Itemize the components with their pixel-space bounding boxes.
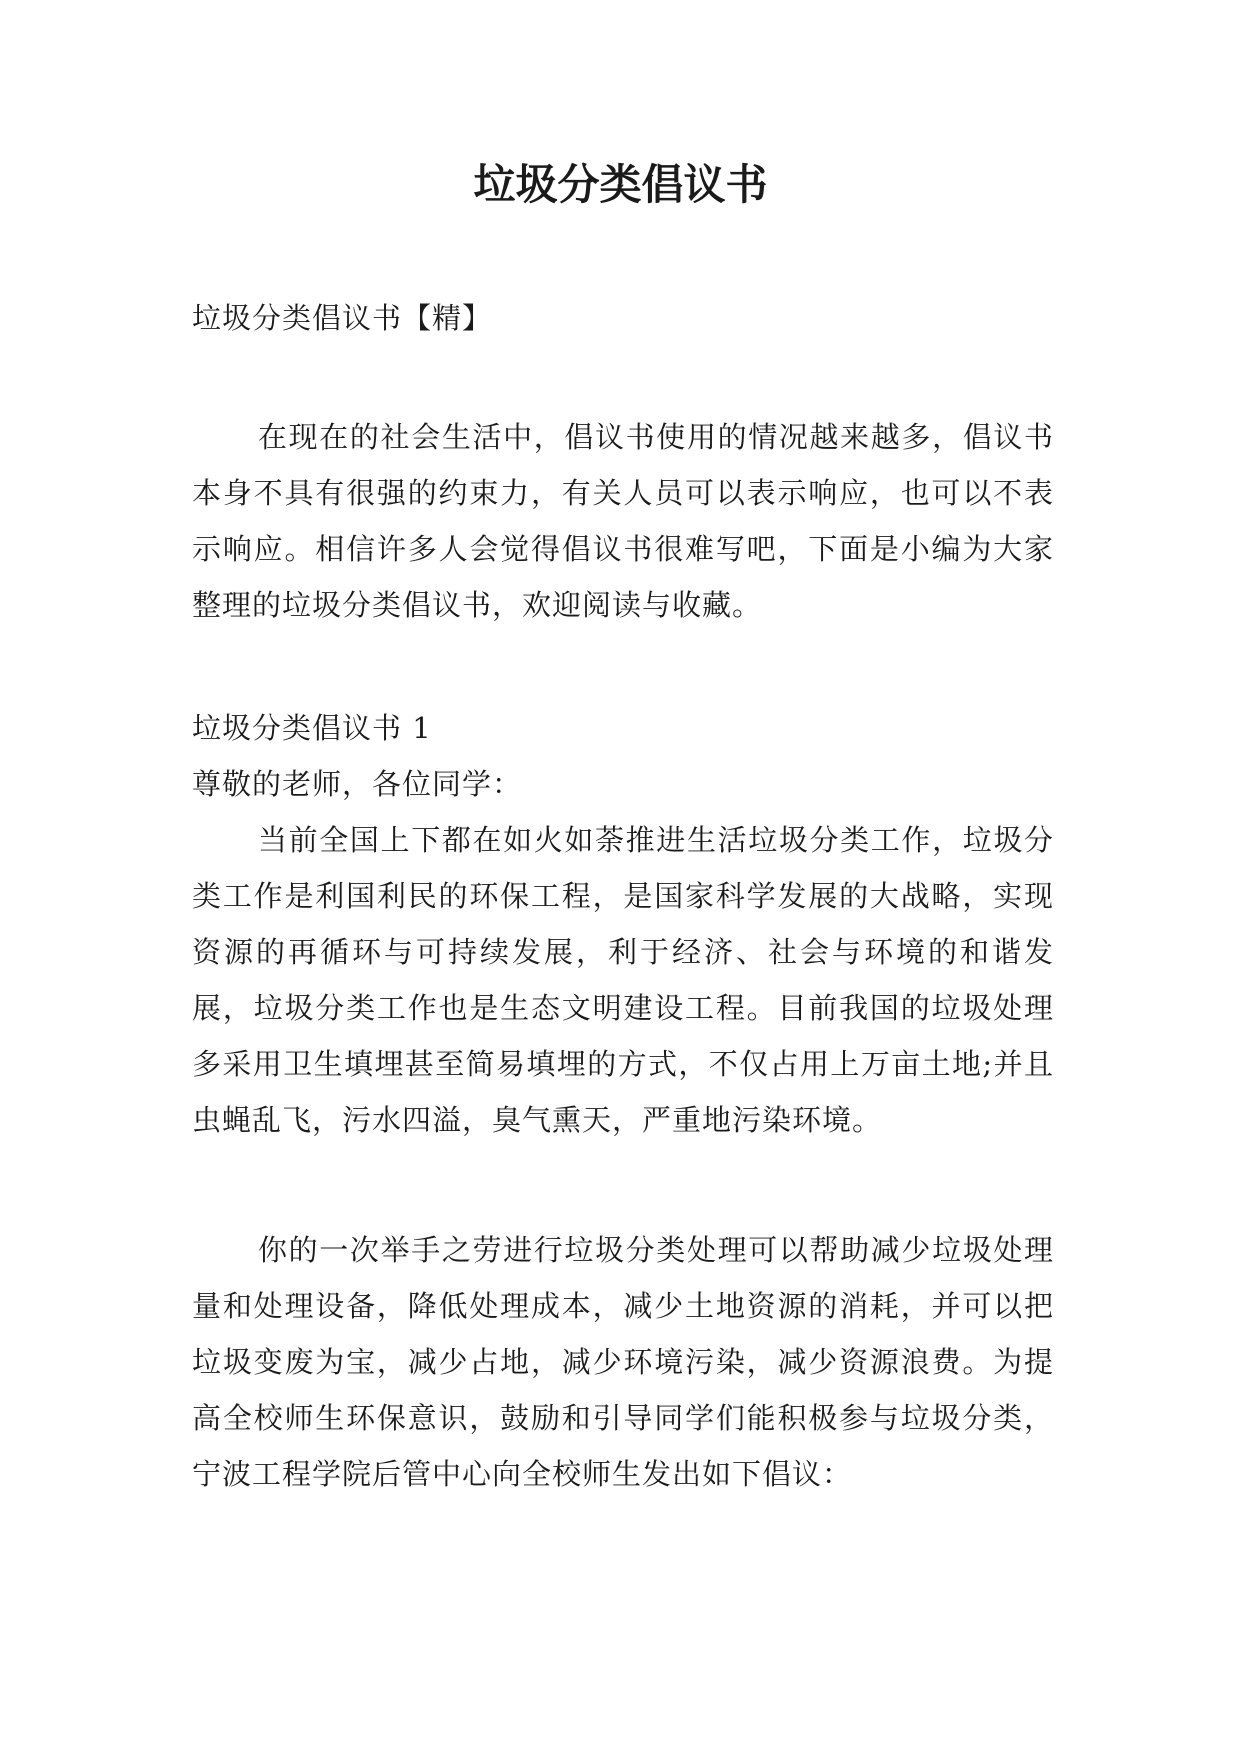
document-title: 垃圾分类倡议书	[473, 160, 768, 209]
body-paragraph: 当前全国上下都在如火如荼推进生活垃圾分类工作，垃圾分类工作是利国利民的环保工程，是国家科学发展的大战略，实现资源的再循环与可持续发展，利于经济、社会与环境的和谐发展，垃圾分类工作也是生态文明建设工程。目前我国的垃圾处理多采用卫生填埋甚至简易填埋的方式，不仅占用上万亩土地;并且虫蝇乱飞，污水四溢，臭气熏天，严重地污染环境。	[192, 823, 1054, 1137]
section-heading: 垃圾分类倡议书 1	[192, 711, 432, 745]
salutation: 尊敬的老师，各位同学：	[192, 767, 523, 801]
body-paragraph: 你的一次举手之劳进行垃圾分类处理可以帮助减少垃圾处理量和处理设备，降低处理成本，减少土地资源的消耗，并可以把垃圾变废为宝，减少占地，减少环境污染，减少资源浪费。为提高全校师生环保意识，鼓励和引导同学们能积极参与垃圾分类，宁波工程学院后管中心向全校师生发出如下倡议：	[192, 1233, 1054, 1491]
document-subtitle: 垃圾分类倡议书【精】	[192, 301, 493, 335]
intro-paragraph: 在现在的社会生活中，倡议书使用的情况越来越多，倡议书本身不具有很强的约束力，有关人员可以表示响应，也可以不表示响应。相信许多人会觉得倡议书很难写吧，下面是小编为大家整理的垃圾分类倡议书，欢迎阅读与收藏。	[192, 420, 1054, 622]
